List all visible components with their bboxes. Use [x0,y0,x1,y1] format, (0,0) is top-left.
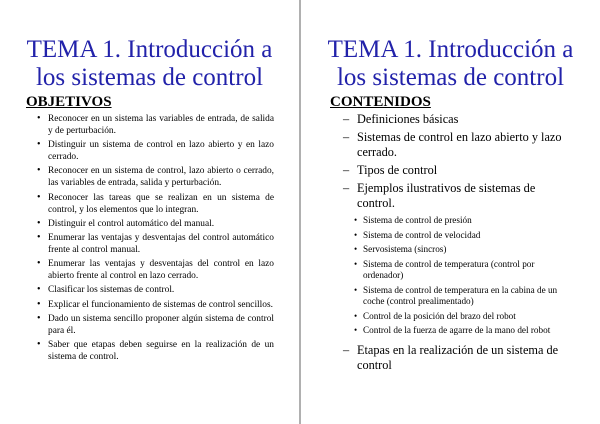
list-item: • Explicar el funcionamiento de sistemas de control sencillos. [48,299,274,311]
list-item: • Reconocer en un sistema de control, lazo abierto o cerrado, las variables de entrada, salida y perturbación. [48,165,274,189]
list-item: – Definiciones básicas [357,112,573,127]
objectives-heading: OBJETIVOS [26,94,112,110]
objectives-list [48,113,274,365]
title-line-1: TEMA 1. Introducción a [26,36,273,63]
list-item: • Distinguir el control automático del manual. [48,218,274,230]
list-item: – Etapas en la realización de un sistema de control [357,343,573,373]
title-line-2: los sistemas de control [35,64,264,91]
contents-heading: CONTENIDOS [330,94,431,110]
page-title [301,36,600,92]
list-item: • Distinguir un sistema de control en lazo abierto y en lazo cerrado. [48,139,274,163]
contents-list [357,112,573,376]
examples-list [363,215,573,337]
list-item: – Tipos de control [357,163,573,178]
list-item: • Reconocer las tareas que se realizan en un sistema de control, y los elementos que lo integran. [48,192,274,216]
list-item: – Sistemas de control en lazo abierto y lazo cerrado. [357,130,573,160]
list-item: • Enumerar las ventajas y desventajas del control en lazo abierto frente al control en lazo cerrado. [48,258,274,282]
right-page [301,0,600,424]
list-item: • Saber que etapas deben seguirse en la realización de un sistema de control. [48,339,274,363]
example-item: • Sistema de control de temperatura en la cabina de un coche (control prealimentado) [363,285,573,308]
example-item: • Sistema de control de presión [363,215,573,227]
list-item: • Reconocer en un sistema las variables de entrada, de salida y de perturbación. [48,113,274,137]
title-line-2: los sistemas de control [336,64,565,91]
page-title [0,36,299,92]
title-line-1: TEMA 1. Introducción a [327,36,574,63]
list-item: • Dado un sistema sencillo proponer algún sistema de control para él. [48,313,274,337]
example-item: • Control de la posición del brazo del robot [363,311,573,323]
list-item: • Enumerar las ventajas y desventajas del control automático frente al control manual. [48,232,274,256]
list-item-label: Ejemplos ilustrativos de sistemas de control. [357,181,536,210]
example-item: • Sistema de control de temperatura (control por ordenador) [363,259,573,282]
example-item: • Servosistema (sincros) [363,244,573,256]
list-item [357,181,573,337]
example-item: • Control de la fuerza de agarre de la mano del robot [363,325,573,337]
example-item: • Sistema de control de velocidad [363,230,573,242]
list-item: • Clasificar los sistemas de control. [48,284,274,296]
left-page [0,0,299,424]
